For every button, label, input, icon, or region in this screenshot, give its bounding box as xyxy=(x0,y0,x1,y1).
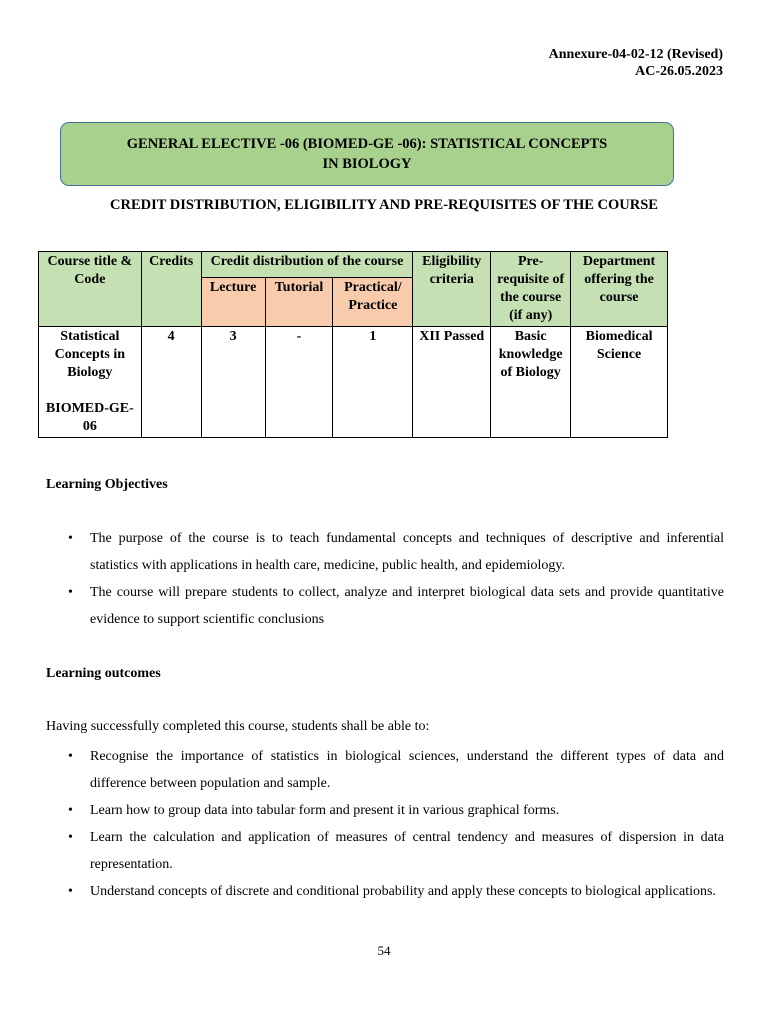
cell-lecture: 3 xyxy=(201,327,265,438)
table-header-row xyxy=(39,252,668,278)
header-course-title: Course title & Code xyxy=(39,252,142,327)
credit-distribution-table xyxy=(38,251,668,438)
learning-outcomes-heading: Learning outcomes xyxy=(46,666,161,681)
course-name: Statistical Concepts in Biology xyxy=(54,329,126,380)
cell-course-title xyxy=(39,327,142,438)
annexure-label: Annexure-04-02-12 (Revised) xyxy=(548,47,723,62)
cell-credits: 4 xyxy=(141,327,201,438)
cell-eligibility: XII Passed xyxy=(413,327,491,438)
cell-tutorial: - xyxy=(265,327,333,438)
annexure-header xyxy=(549,46,723,80)
course-title-box xyxy=(60,122,674,186)
header-lecture: Lecture xyxy=(201,278,265,327)
list-item: • The purpose of the course is to teach fundamental concepts and techniques of descriptive and inferential statistics with applications in health care, medicine, public health, and epidemiology. xyxy=(46,525,724,579)
cell-department: Biomedical Science xyxy=(571,327,668,438)
list-item: • Understand concepts of discrete and conditional probability and apply these concepts to biological applications. xyxy=(46,878,724,905)
learning-outcomes-intro: Having successfully completed this course, students shall be able to: xyxy=(46,719,430,734)
cell-prerequisite: Basic knowledge of Biology xyxy=(491,327,571,438)
header-prerequisite: Pre-requisite of the course (if any) xyxy=(491,252,571,327)
learning-outcomes-list xyxy=(46,743,724,905)
table-row xyxy=(39,327,668,438)
header-credit-distribution: Credit distribution of the course xyxy=(201,252,413,278)
page-number: 54 xyxy=(377,943,391,958)
cell-practical: 1 xyxy=(333,327,413,438)
learning-objectives-heading: Learning Objectives xyxy=(46,477,168,492)
header-tutorial: Tutorial xyxy=(265,278,333,327)
ac-date: AC-26.05.2023 xyxy=(635,64,723,79)
list-item: • Learn the calculation and application of measures of central tendency and measures of dispersion in data representation. xyxy=(46,824,724,878)
list-item: • Learn how to group data into tabular form and present it in various graphical forms. xyxy=(46,797,724,824)
list-item: • The course will prepare students to collect, analyze and interpret biological data sets and provide quantitative evidence to support scientific conclusions xyxy=(46,579,724,633)
header-credits: Credits xyxy=(141,252,201,327)
course-title: GENERAL ELECTIVE -06 (BIOMED-GE -06): STATISTICAL CONCEPTS IN BIOLOGY xyxy=(126,136,608,172)
header-eligibility: Eligibility criteria xyxy=(413,252,491,327)
course-code: BIOMED-GE-06 xyxy=(45,401,134,434)
credit-distribution-heading-text: CREDIT DISTRIBUTION, ELIGIBILITY AND PRE-REQUISITES OF THE COURSE xyxy=(110,197,658,213)
header-department: Department offering the course xyxy=(571,252,668,327)
list-item: • Recognise the importance of statistics in biological sciences, understand the different types of data and difference between population and sample. xyxy=(46,743,724,797)
learning-objectives-list xyxy=(46,525,724,633)
header-practical: Practical/ Practice xyxy=(333,278,413,327)
credit-distribution-heading xyxy=(0,197,768,214)
